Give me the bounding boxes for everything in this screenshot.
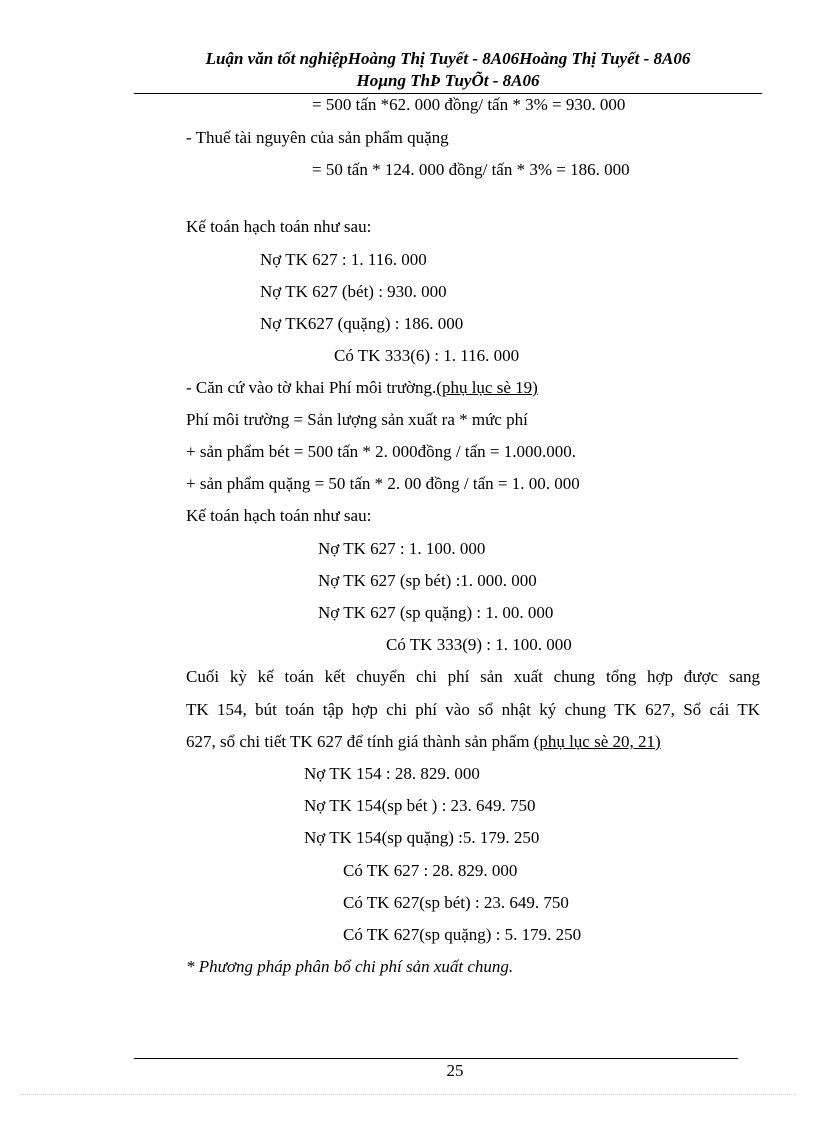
text-line: Nợ TK 154(sp bét ) : 23. 649. 750	[304, 796, 536, 815]
text-line: Nợ TK 627 (sp bét) :1. 000. 000	[318, 571, 537, 590]
text-line: * Phương pháp phân bổ chi phí sản xuất chung.	[186, 957, 514, 976]
text-line: = 50 tấn * 124. 000 đồng/ tấn * 3% = 186. 000	[312, 160, 630, 179]
text-line: Phí môi trường = Sản lượng sản xuất ra * mức phí	[186, 410, 528, 429]
footer-divider	[134, 1058, 738, 1059]
text-line: + sản phẩm quặng = 50 tấn * 2. 00 đồng / tấn = 1. 00. 000	[186, 474, 580, 493]
text-segment: 627, sổ chi tiết TK 627 để tính giá thành sản phẩm	[186, 732, 534, 751]
header-line-1: Luận văn tốt nghiệpHoàng Thị Tuyết - 8A06Hoàng Thị Tuyết - 8A06	[205, 49, 691, 68]
text-line	[186, 731, 661, 753]
text-line: - Thuế tài nguyên của sản phẩm quặng	[186, 128, 449, 147]
text-line	[186, 377, 538, 399]
appendix-reference: (phụ lục sè 19)	[436, 378, 538, 397]
text-line: TK 154, bút toán tập hợp chi phí vào sổ nhật ký chung TK 627, Sổ cái TK	[186, 700, 760, 719]
text-line: Cuối kỳ kế toán kết chuyển chi phí sản xuất chung tổng hợp được sang	[186, 667, 760, 686]
text-line: Có TK 627 : 28. 829. 000	[343, 861, 518, 880]
appendix-reference: (phụ lục sè 20, 21)	[533, 732, 661, 751]
text-line: Có TK 333(6) : 1. 116. 000	[334, 346, 520, 365]
text-line: Nợ TK 627 : 1. 116. 000	[260, 250, 427, 269]
text-line: Nợ TK 154 : 28. 829. 000	[304, 764, 480, 783]
text-line: Có TK 627(sp bét) : 23. 649. 750	[343, 893, 569, 912]
text-line: Có TK 333(9) : 1. 100. 000	[386, 635, 572, 654]
text-line: Nợ TK 627 (bét) : 930. 000	[260, 282, 447, 301]
text-line: Nợ TK627 (quặng) : 186. 000	[260, 314, 464, 333]
page-edge-divider	[20, 1094, 796, 1095]
page-header	[134, 48, 762, 92]
header-line-2: Hoµng ThÞ TuyÕt - 8A06	[356, 71, 540, 90]
text-line: Kế toán hạch toán như sau:	[186, 217, 372, 236]
text-line: Nợ TK 154(sp quặng) :5. 179. 250	[304, 828, 540, 847]
text-line: Nợ TK 627 (sp quặng) : 1. 00. 000	[318, 603, 554, 622]
text-line: Nợ TK 627 : 1. 100. 000	[318, 539, 486, 558]
text-line: Có TK 627(sp quặng) : 5. 179. 250	[343, 925, 582, 944]
text-line: + sản phẩm bét = 500 tấn * 2. 000đồng / tấn = 1.000.000.	[186, 442, 576, 461]
text-line: = 500 tấn *62. 000 đồng/ tấn * 3% = 930. 000	[312, 95, 626, 114]
text-segment: - Căn cứ vào tờ khai Phí môi trường.	[186, 378, 437, 397]
text-line: Kế toán hạch toán như sau:	[186, 506, 372, 525]
page-number: 25	[446, 1061, 464, 1080]
